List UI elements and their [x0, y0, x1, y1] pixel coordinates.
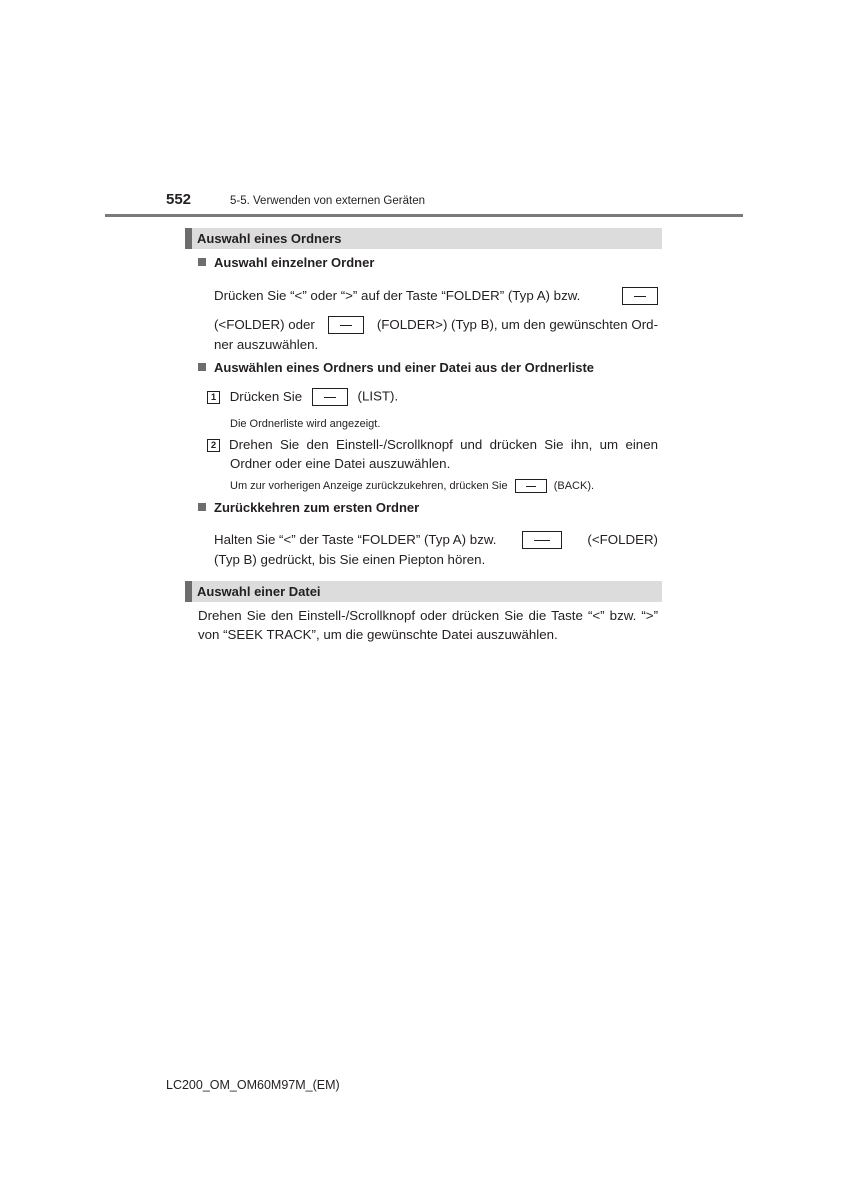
step2-line1: Drehen Sie den Einstell-/Scrollknopf und drücken Sie ihn, um einen — [229, 437, 658, 452]
step-number-2: 2 — [207, 439, 220, 452]
header-divider — [105, 214, 743, 217]
file-line1: Drehen Sie den Einstell-/Scrollknopf oder drücken Sie die Taste “<” bzw. “>” — [198, 608, 658, 623]
subheading-single-folder: Auswahl einzelner Ordner — [198, 255, 374, 271]
folder-down-button-icon — [328, 316, 364, 334]
file-text — [198, 608, 658, 643]
first-folder-line2: (Typ B) gedrückt, bis Sie einen Piepton hören. — [214, 552, 486, 567]
step2-note — [230, 479, 594, 493]
first-folder-text — [214, 530, 658, 568]
document-code: LC200_OM_OM60M97M_(EM) — [166, 1078, 340, 1092]
step1-text-post: (LIST). — [357, 388, 399, 404]
list-button-icon — [312, 388, 348, 406]
bullet-square-icon — [198, 503, 206, 511]
step2-line2: Ordner oder eine Datei auszuwählen. — [230, 456, 451, 471]
page-number: 552 — [166, 191, 192, 208]
single-folder-text — [214, 286, 658, 353]
subheading-first-folder: Zurückkehren zum ersten Ordner — [198, 500, 419, 516]
subheading-folder-list: Auswählen eines Ordners und einer Datei aus der Ordnerliste — [198, 360, 594, 376]
bullet-square-icon — [198, 258, 206, 266]
step-number-1: 1 — [207, 391, 220, 404]
section-heading-file: Auswahl einer Datei — [185, 581, 662, 602]
file-line2: von “SEEK TRACK”, um die gewünschte Datei auszuwählen. — [198, 627, 558, 642]
step-1 — [207, 388, 398, 406]
single-folder-line2-pre: (<FOLDER) oder — [214, 317, 315, 332]
chapter-label: 5-5. Verwenden von externen Geräten — [230, 195, 425, 207]
section-heading-folder: Auswahl eines Ordners — [185, 228, 662, 249]
single-folder-line1: Drücken Sie “<” oder “>” auf der Taste “FOLDER” (Typ A) bzw. — [214, 288, 581, 303]
step1-text-pre: Drücken Sie — [229, 388, 303, 404]
step1-note: Die Ordnerliste wird angezeigt. — [230, 418, 381, 430]
first-folder-line1-post: (<FOLDER) — [587, 532, 658, 547]
first-folder-line1-pre: Halten Sie “<” der Taste “FOLDER” (Typ A) bzw. — [214, 532, 497, 547]
single-folder-line3: ner auszuwählen. — [214, 337, 319, 352]
step2-note-post: (BACK). — [553, 480, 595, 492]
folder-down-button-icon — [522, 531, 562, 549]
bullet-square-icon — [198, 363, 206, 371]
folder-up-button-icon — [622, 287, 658, 305]
step-2 — [207, 437, 658, 472]
back-button-icon — [515, 479, 547, 493]
step2-note-pre: Um zur vorherigen Anzeige zurückzukehren, drücken Sie — [230, 480, 508, 492]
single-folder-line2-post: (FOLDER>) (Typ B), um den gewünschten Ord- — [376, 317, 658, 332]
